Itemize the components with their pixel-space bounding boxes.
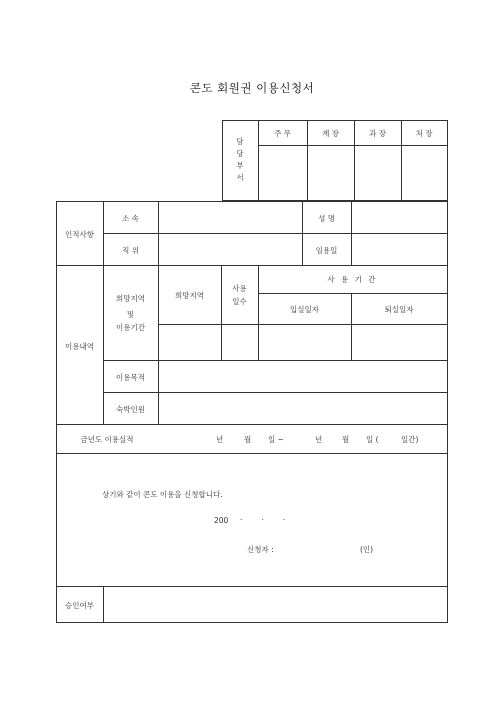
dept-char-2: 당 [236, 149, 244, 158]
checkout-field[interactable] [352, 325, 446, 359]
approval-status-field[interactable] [104, 587, 446, 621]
usage-days-field[interactable] [222, 325, 257, 359]
annual-year-1: 년 [216, 435, 224, 444]
approval-sign-chief[interactable] [308, 146, 353, 199]
approval-sign-section[interactable] [355, 146, 400, 199]
desired-region-label: 희망지역 [175, 291, 204, 300]
usage-period-label: 사 용 기 간 [327, 275, 378, 284]
name-field[interactable] [352, 202, 446, 232]
declaration-date-dots: . . . [240, 513, 286, 522]
affiliation-label: 소 속 [122, 214, 139, 223]
approval-header-staff: 주 무 [274, 129, 291, 138]
checkin-label: 입실일자 [290, 305, 319, 314]
desired-region-period-line-1: 희망지역 [116, 294, 145, 303]
hire-date-field[interactable] [352, 234, 446, 264]
annual-day-2: 일 ( [366, 435, 379, 444]
desired-region-field[interactable] [159, 325, 220, 359]
guests-field[interactable] [159, 393, 446, 423]
checkin-field[interactable] [259, 325, 350, 359]
purpose-label: 이용목적 [116, 373, 145, 382]
annual-usage-label: 금년도 이용실적 [80, 435, 134, 444]
name-label: 성 명 [318, 214, 335, 223]
declaration-statement: 상기와 같이 콘도 이용을 신청합니다. [102, 490, 223, 499]
annual-year-2: 년 [315, 435, 323, 444]
declaration-date-prefix: 200 [214, 516, 229, 525]
usage-days-line-2: 일수 [232, 297, 247, 306]
annual-month-2: 월 [342, 435, 350, 444]
personal-section-label: 인적사항 [65, 230, 94, 239]
affiliation-field[interactable] [159, 202, 301, 232]
seal-mark: (인) [360, 545, 374, 554]
approval-sign-director[interactable] [402, 146, 446, 199]
approval-header-director: 처 장 [415, 129, 433, 138]
checkout-label: 퇴실일자 [384, 305, 414, 314]
desired-region-period-line-3: 이용기간 [116, 323, 145, 332]
position-label: 직 위 [122, 246, 139, 255]
approval-status-label: 승인여부 [65, 601, 94, 610]
approval-sign-staff[interactable] [259, 146, 306, 199]
dept-char-1: 담 [236, 137, 244, 146]
applicant-label: 신청자 : [247, 545, 274, 554]
usage-section-label: 이용내역 [65, 342, 94, 351]
annual-day-1: 일 ~ [268, 435, 284, 444]
applicant-name-field[interactable] [285, 540, 355, 556]
dept-char-4: 서 [236, 173, 244, 182]
guests-label: 숙박인원 [116, 405, 145, 414]
purpose-field[interactable] [159, 361, 446, 391]
hire-date-label: 임용일 [315, 246, 338, 255]
dept-char-3: 부 [236, 161, 244, 170]
desired-region-period-line-2: 및 [126, 310, 135, 319]
approval-header-chief: 계 장 [322, 129, 339, 138]
position-field[interactable] [159, 234, 301, 264]
annual-days-suffix: 일간) [401, 435, 419, 444]
approval-header-section: 과 장 [369, 129, 386, 138]
annual-month-1: 월 [244, 435, 252, 444]
usage-days-line-1: 사용 [232, 284, 247, 293]
page-title: 콘도 회원권 이용신청서 [189, 81, 315, 95]
